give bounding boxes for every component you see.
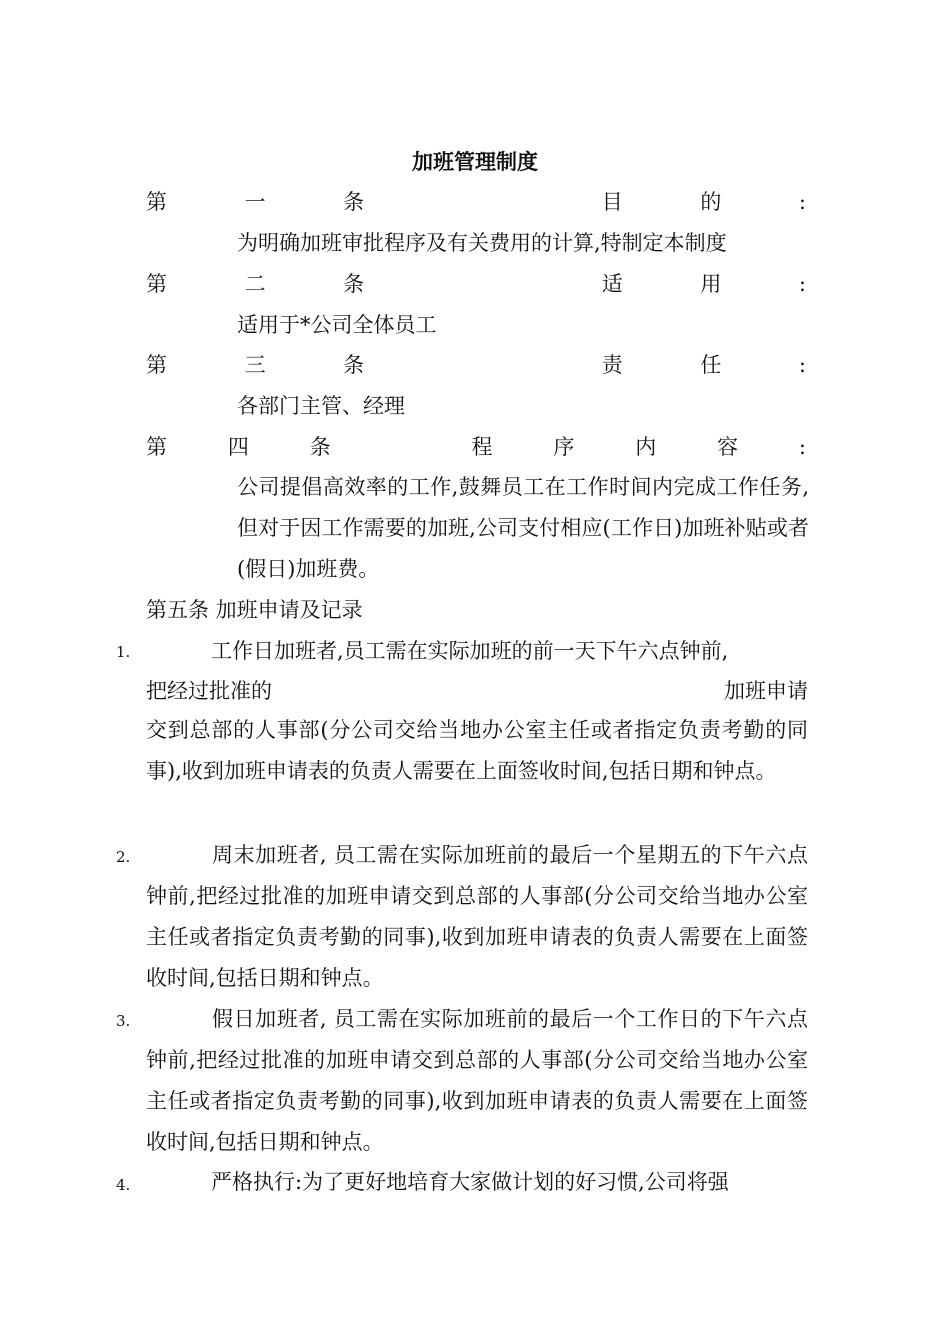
article-4-heading xyxy=(146,431,806,463)
heading-char: 条 xyxy=(343,190,365,214)
heading-char: 任 xyxy=(700,353,722,377)
heading-char: 容 xyxy=(717,435,739,459)
item-number: 2. xyxy=(116,848,131,866)
article-3-heading xyxy=(146,349,806,381)
heading-char: 适 xyxy=(601,272,623,296)
heading-char: 的 xyxy=(700,190,722,214)
heading-char: 三 xyxy=(244,353,266,377)
article-2-heading xyxy=(146,268,806,300)
heading-char: : xyxy=(798,353,806,377)
heading-char: 一 xyxy=(244,190,266,214)
heading-char: : xyxy=(798,435,806,459)
article-2-body: 适用于*公司全体员工 xyxy=(237,313,437,337)
article-3-body: 各部门主管、经理 xyxy=(237,394,405,418)
item-2-text: 周末加班者, 员工需在实际加班前的最后一个星期五的下午六点钟前,把经过批准的加班申请交到总部的人事部(分公司交给当地办公室主任或者指定负责考勤的同事),收到加班申请表的负责人需要在上面签收时间,包括日期和钟点。 xyxy=(146,843,808,990)
item-number: 1. xyxy=(116,643,131,661)
item-3-text: 假日加班者, 员工需在实际加班前的最后一个工作日的下午六点钟前,把经过批准的加班申请交到总部的人事部(分公司交给当地办公室主任或者指定负责考勤的同事),收到加班申请表的负责人需要在上面签收时间,包括日期和钟点。 xyxy=(146,1007,808,1154)
heading-char: 第 xyxy=(146,435,167,459)
heading-char: 二 xyxy=(244,272,266,296)
document-title: 加班管理制度 xyxy=(412,149,538,174)
heading-char: 条 xyxy=(343,353,365,377)
heading-char: 目 xyxy=(601,190,623,214)
heading-char: : xyxy=(798,190,806,214)
article-1-body: 为明确加班审批程序及有关费用的计算,特制定本制度 xyxy=(237,231,727,255)
heading-char: 程 xyxy=(471,435,493,459)
item-1-line-2-left: 把经过批准的 xyxy=(146,679,272,703)
heading-char: 条 xyxy=(309,435,331,459)
item-1-rest: 交到总部的人事部(分公司交给当地办公室主任或者指定负责考勤的同事),收到加班申请表的负责人需要在上面签收时间,包括日期和钟点。 xyxy=(146,718,808,783)
heading-char: 内 xyxy=(635,435,657,459)
heading-char: 第 xyxy=(146,190,167,214)
item-4-text: 严格执行:为了更好地培育大家做计划的好习惯,公司将强 xyxy=(211,1170,729,1194)
article-4-body: 公司提倡高效率的工作,鼓舞员工在工作时间内完成工作任务,但对于因工作需要的加班,公司支付相应(工作日)加班补贴或者(假日)加班费。 xyxy=(237,475,809,581)
item-1-line-1: 工作日加班者,员工需在实际加班的前一天下午六点钟前, xyxy=(211,639,729,663)
heading-char: : xyxy=(798,272,806,296)
heading-char: 四 xyxy=(227,435,249,459)
heading-char: 第 xyxy=(146,272,167,296)
heading-char: 序 xyxy=(553,435,575,459)
article-1-heading xyxy=(146,186,806,218)
article-5-heading: 第五条 加班申请及记录 xyxy=(146,598,363,622)
heading-char: 责 xyxy=(601,353,623,377)
item-1-line-2-right: 加班申请 xyxy=(724,679,808,703)
heading-char: 条 xyxy=(343,272,365,296)
item-1-line-2 xyxy=(146,675,808,707)
item-number: 3. xyxy=(116,1012,131,1030)
heading-char: 用 xyxy=(700,272,722,296)
heading-char: 第 xyxy=(146,353,167,377)
item-number: 4. xyxy=(116,1176,131,1194)
